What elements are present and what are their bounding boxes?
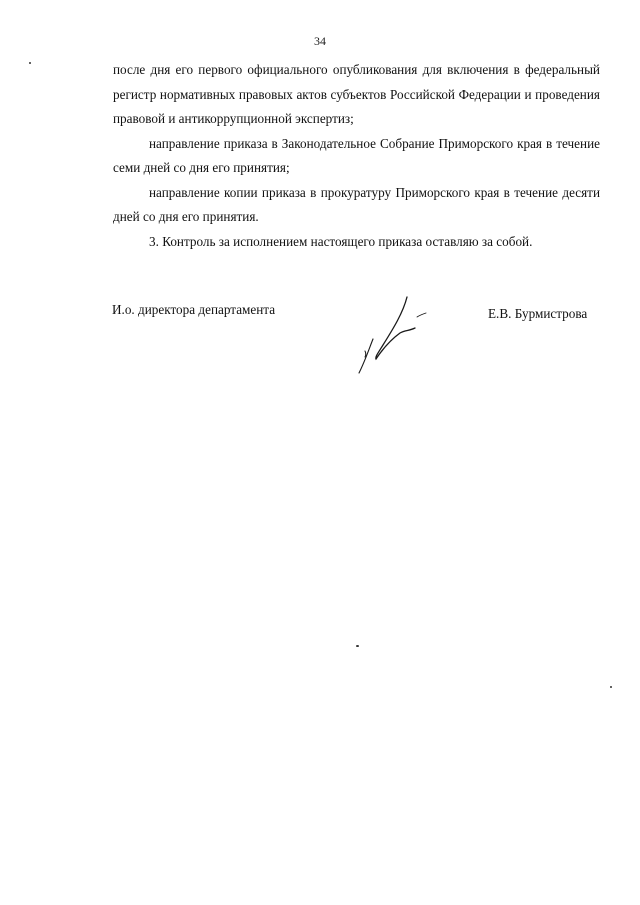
- scan-speck: [610, 686, 612, 688]
- paragraph-publication: после дня его первого официального опубликования для включения в федеральный регистр нормативных правовых актов субъектов Российской Федерации и проведения правовой и антикоррупционной экспертиз;: [113, 62, 600, 126]
- handwritten-signature: [345, 295, 435, 380]
- signer-name: Е.В. Бурмистрова: [488, 306, 588, 321]
- paragraph-control: 3. Контроль за исполнением настоящего приказа оставляю за собой.: [149, 233, 533, 249]
- document-body: [113, 58, 600, 254]
- page-number: 34: [314, 34, 326, 48]
- signature-block: [0, 295, 640, 395]
- signer-title: И.о. директора департамента: [112, 302, 276, 317]
- paragraph-prosecutor-office: направление копии приказа в прокуратуру Приморского края в течение десяти дней со дня его принятия.: [113, 184, 600, 224]
- scan-speck: [356, 645, 359, 647]
- scan-speck: [29, 62, 31, 64]
- paragraph-legislative-assembly: направление приказа в Законодательное Собрание Приморского края в течение семи дней со дня его принятия;: [113, 135, 600, 175]
